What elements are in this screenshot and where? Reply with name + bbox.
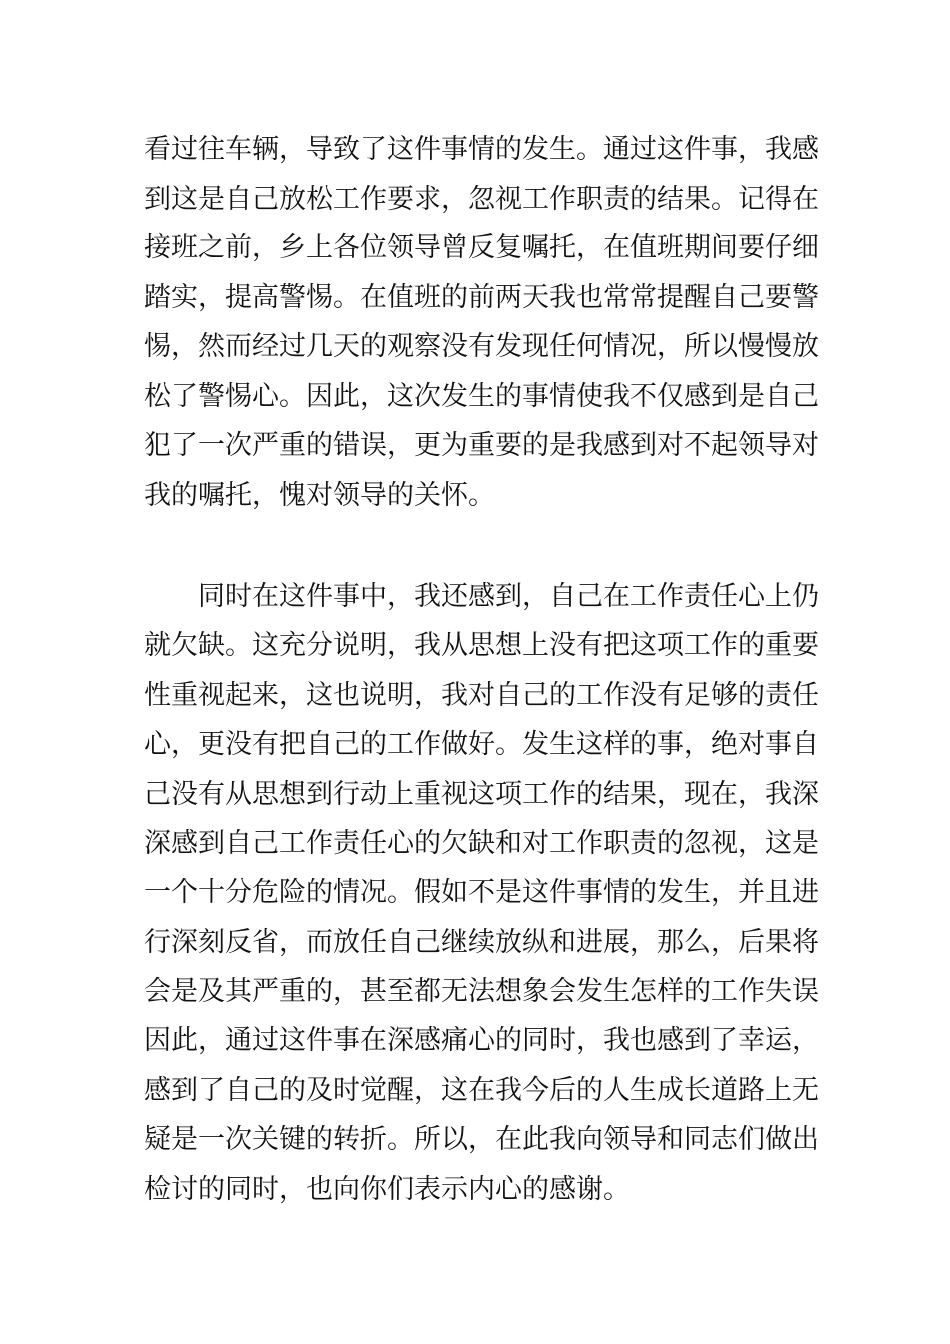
paragraph-line: 到这是自己放松工作要求，忽视工作职责的结果。记得在 bbox=[144, 184, 819, 215]
paragraph-line: 接班之前，乡上各位领导曾反复嘱托，在值班期间要仔细 bbox=[144, 232, 819, 263]
paragraph-line: 疑是一次关键的转折。所以，在此我向领导和同志们做出 bbox=[144, 1124, 819, 1155]
paragraph-line: 会是及其严重的，甚至都无法想象会发生怎样的工作失误 bbox=[144, 976, 819, 1007]
paragraph-line: 踏实，提高警惕。在值班的前两天我也常常提醒自己要警 bbox=[144, 282, 819, 313]
paragraph-line: 犯了一次严重的错误，更为重要的是我感到对不起领导对 bbox=[144, 430, 819, 461]
paragraph-line: 己没有从思想到行动上重视这项工作的结果，现在，我深 bbox=[144, 779, 819, 810]
paragraph-line: 检讨的同时，也向你们表示内心的感谢。 bbox=[144, 1174, 630, 1205]
paragraph-line: 我的嘱托，愧对领导的关怀。 bbox=[144, 480, 495, 511]
paragraph-line: 一个十分危险的情况。假如不是这件事情的发生，并且进 bbox=[144, 877, 819, 908]
paragraph-line: 深感到自己工作责任心的欠缺和对工作职责的忽视，这是 bbox=[144, 828, 819, 859]
paragraph-line: 惕，然而经过几天的观察没有发现任何情况，所以慢慢放 bbox=[144, 331, 819, 362]
paragraph-line: 因此，通过这件事在深感痛心的同时，我也感到了幸运， bbox=[144, 1025, 819, 1056]
paragraph-line: 同时在这件事中，我还感到，自己在工作责任心上仍 bbox=[198, 581, 819, 612]
paragraph-line: 感到了自己的及时觉醒，这在我今后的人生成长道路上无 bbox=[144, 1075, 819, 1106]
paragraph-line: 看过往车辆，导致了这件事情的发生。通过这件事，我感 bbox=[144, 134, 819, 165]
paragraph-line: 松了警惕心。因此，这次发生的事情使我不仅感到是自己 bbox=[144, 381, 819, 412]
paragraph-line: 心，更没有把自己的工作做好。发生这样的事，绝对事自 bbox=[144, 729, 819, 760]
paragraph-line: 行深刻反省，而放任自己继续放纵和进展，那么，后果将 bbox=[144, 927, 819, 958]
paragraph-line: 就欠缺。这充分说明，我从思想上没有把这项工作的重要 bbox=[144, 630, 819, 661]
paragraph-line: 性重视起来，这也说明，我对自己的工作没有足够的责任 bbox=[144, 680, 819, 711]
